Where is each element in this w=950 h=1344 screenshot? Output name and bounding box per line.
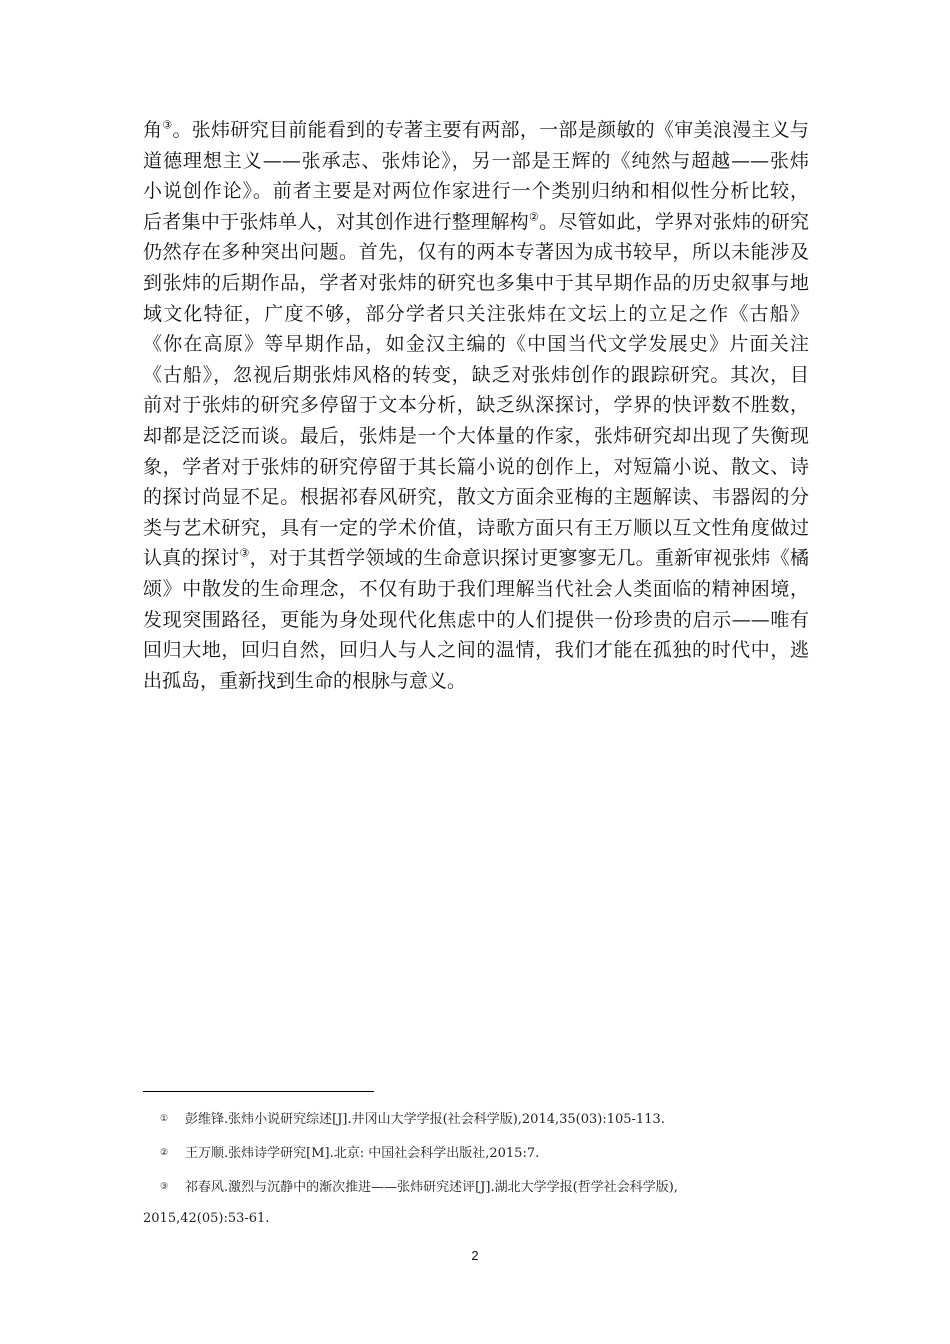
body-line-text: 。尽管如此，学界对张炜的研究 xyxy=(539,210,809,233)
footnote-text: 王万顺.张炜诗学研究[M].北京: 中国社会科学出版社,2015:7. xyxy=(185,1146,540,1161)
body-line: 小说创作论》。前者主要是对两位作家进行一个类别归纳和相似性分析比较， xyxy=(143,180,809,203)
body-line-text: 。张炜研究目前能看到的专著主要有两部，一部是颜敏的《审美浪漫主义与 xyxy=(172,119,809,141)
body-line: 类与艺术研究，具有一定的学术价值，诗歌方面只有王万顺以互文性角度做过 xyxy=(143,516,809,539)
body-line xyxy=(143,115,809,146)
footnote-text: 彭维锋.张炜小说研究综述[J].井冈山大学学报(社会科学版),2014,35(03):105-113. xyxy=(185,1112,665,1127)
body-line: 域文化特征，广度不够，部分学者只关注张炜在文坛上的立足之作《古船》 xyxy=(143,302,809,325)
body-line: 前对于张炜的研究多停留于文本分析，缺乏纵深探讨，学界的快评数不胜数， xyxy=(143,394,809,417)
body-line: 到张炜的后期作品，学者对张炜的研究也多集中于其早期作品的历史叙事与地 xyxy=(143,271,809,294)
body-line: 颂》中散发的生命理念，不仅有助于我们理解当代社会人类面临的精神困境， xyxy=(143,577,809,600)
footnote-ref[interactable]: ③ xyxy=(162,118,173,132)
body-line: 道德理想主义——张承志、张炜论》，另一部是王辉的《纯然与超越——张炜 xyxy=(143,149,809,172)
body-line: 仍然存在多种突出问题。首先，仅有的两本专著因为成书较早，所以未能涉及 xyxy=(143,241,809,264)
body-line: 回归大地，回归自然，回归人与人之间的温情，我们才能在孤独的时代中，逃 xyxy=(143,639,809,662)
footnote-text: 2015,42(05):53-61. xyxy=(143,1211,270,1226)
body-line-text: 后者集中于张炜单人，对其创作进行整理解构 xyxy=(143,210,529,233)
body-text xyxy=(143,115,809,696)
footnote-separator xyxy=(143,1091,374,1092)
footnote-text: 祁春风.激烈与沉静中的渐次推进——张炜研究述评[J].湖北大学学报(哲学社会科学版), xyxy=(185,1180,678,1195)
body-line-text: 角 xyxy=(143,119,163,141)
body-line: 出孤岛，重新找到生命的根脉与意义。 xyxy=(143,669,467,692)
footnote-mark: ① xyxy=(159,1114,169,1124)
body-line-text: ，对于其哲学领域的生命意识探讨更寥寥无几。重新审视张炜《橘 xyxy=(249,547,809,570)
body-line: 却都是泛泛而谈。最后，张炜是一个大体量的作家，张炜研究却出现了失衡现 xyxy=(143,424,809,447)
body-line: 《古船》，忽视后期张炜风格的转变，缺乏对张炜创作的跟踪研究。其次，目 xyxy=(143,363,809,386)
footnote-2 xyxy=(143,1142,539,1161)
body-line xyxy=(143,207,809,238)
body-line: 的探讨尚显不足。根据祁春风研究，散文方面余亚梅的主题解读、韦器闳的分 xyxy=(143,486,809,509)
footnote-3 xyxy=(143,1176,678,1195)
body-line: 发现突围路径，更能为身处现代化焦虑中的人们提供一份珍贵的启示——唯有 xyxy=(143,608,809,631)
footnote-3-continued xyxy=(143,1211,269,1226)
footnote-1 xyxy=(143,1108,665,1127)
footnote-ref[interactable]: ② xyxy=(528,210,540,224)
body-line: 象，学者对于张炜的研究停留于其长篇小说的创作上，对短篇小说、散文、诗 xyxy=(143,455,809,478)
body-line: 《你在高原》等早期作品，如金汉主编的《中国当代文学发展史》片面关注 xyxy=(143,333,809,356)
footnote-mark: ③ xyxy=(159,1182,169,1192)
footnote-ref[interactable]: ③ xyxy=(239,546,250,560)
body-line xyxy=(143,543,809,574)
body-line-text: 认真的探讨 xyxy=(143,547,240,570)
page-number: 2 xyxy=(471,1248,479,1263)
footnote-mark: ② xyxy=(159,1148,169,1158)
